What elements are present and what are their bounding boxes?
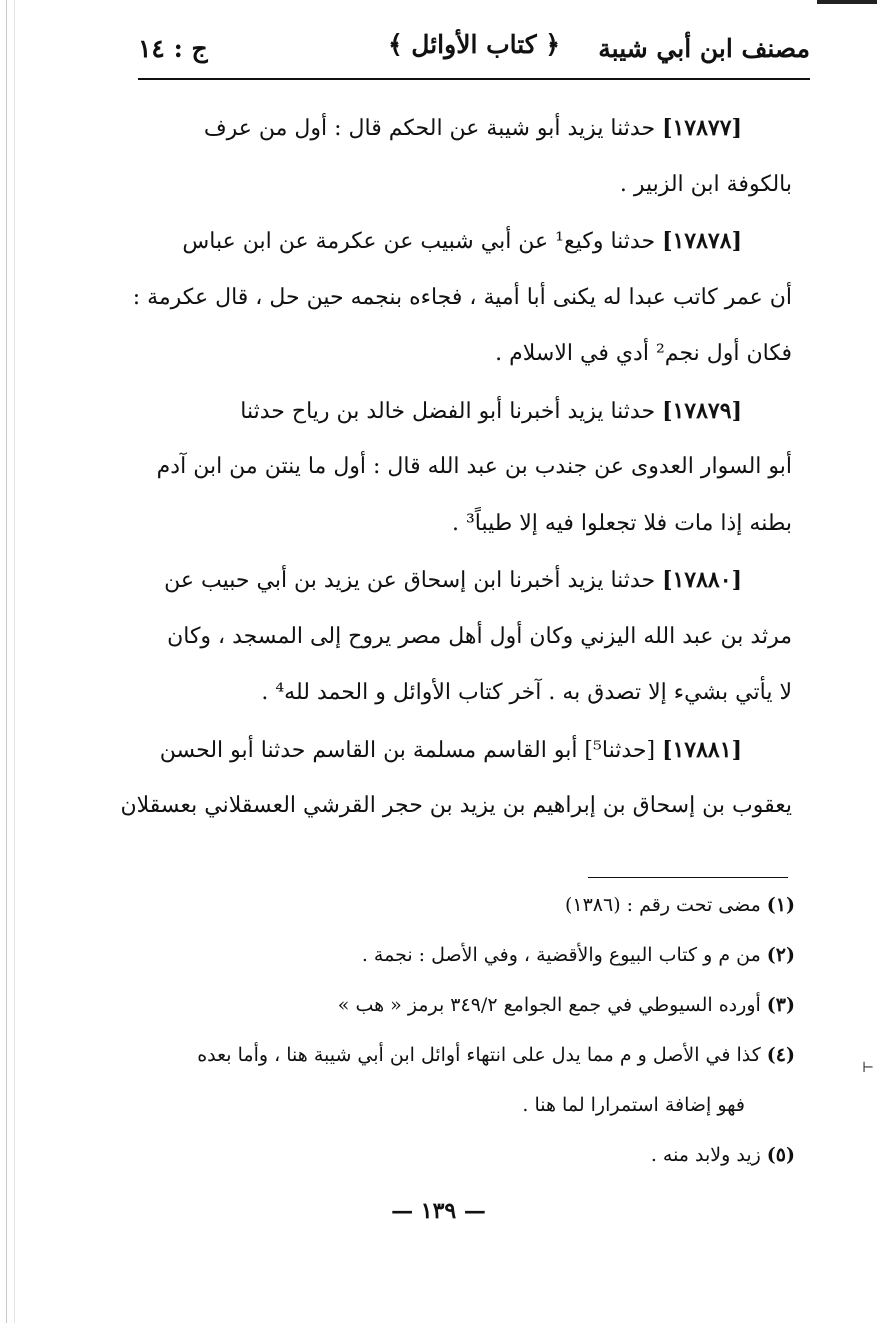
header-rule xyxy=(138,78,810,80)
text-line xyxy=(112,213,792,270)
footnote xyxy=(110,1030,795,1080)
footnote-mark: (١) xyxy=(766,894,795,916)
line-text: لا يأتي بشيء إلا تصدق به . آخر كتاب الأوائل و الحمد لله⁴ . xyxy=(261,680,792,705)
text-line xyxy=(112,383,792,440)
line-text: حدثنا وكيع¹ عن أبي شبيب عن عكرمة عن ابن عباس xyxy=(182,229,656,254)
footnote-mark: (٢) xyxy=(766,944,795,966)
line-text: [حدثنا⁵] أبو القاسم مسلمة بن القاسم حدثنا أبو الحسن xyxy=(159,737,656,763)
footnote-text: فهو إضافة استمرارا لما هنا . xyxy=(522,1094,745,1116)
text-line xyxy=(112,157,792,214)
line-text: فكان أول نجم² أدي في الاسلام . xyxy=(495,341,792,366)
footnote xyxy=(110,930,795,980)
page-number: — ١٣٩ — xyxy=(391,1198,486,1224)
line-text: مرثد بن عبد الله اليزني وكان أول أهل مصر يروح إلى المسجد ، وكان xyxy=(167,623,792,649)
volume-label: ج : ١٤ xyxy=(138,34,208,63)
running-header xyxy=(138,22,810,74)
text-line xyxy=(112,722,792,779)
footnote-text: كذا في الأصل و م مما يدل على انتهاء أوائل ابن أبي شيبة هنا ، وأما بعده xyxy=(197,1044,761,1066)
scan-corner-mark xyxy=(817,0,877,4)
text-line xyxy=(112,326,792,383)
footnote xyxy=(110,980,795,1030)
scan-margin-mark: ⊢ xyxy=(862,1060,875,1076)
line-text: أبو السوار العدوى عن جندب بن عبد الله قال : أول ما ينتن من ابن آدم xyxy=(156,454,792,479)
book-title: مصنف ابن أبي شيبة xyxy=(598,34,810,63)
footnote-mark: (٤) xyxy=(766,1044,795,1066)
hadith-number: [١٧٨٨١] xyxy=(662,736,742,763)
text-line xyxy=(112,609,792,666)
text-line xyxy=(112,439,792,496)
line-text: بطنه إذا مات فلا تجعلوا فيه إلا طيباً³ . xyxy=(451,510,792,536)
chapter-title: ﴿ كتاب الأوائل ﴾ xyxy=(387,30,561,59)
footnote-separator xyxy=(588,877,788,878)
hadith-number: [١٧٨٧٨] xyxy=(662,228,742,254)
footnote-mark: (٣) xyxy=(766,994,795,1016)
line-text: بالكوفة ابن الزبير . xyxy=(619,171,792,197)
line-text: حدثنا يزيد أخبرنا أبو الفضل خالد بن رياح حدثنا xyxy=(240,398,656,424)
footnote xyxy=(110,1130,795,1180)
line-text: حدثنا يزيد أبو شيبة عن الحكم قال : أول من عرف xyxy=(203,116,656,141)
scan-edge-line xyxy=(14,0,15,1323)
footnote-text: زيد ولابد منه . xyxy=(650,1144,761,1166)
line-text: يعقوب بن إسحاق بن إبراهيم بن يزيد بن حجر القرشي العسقلاني بعسقلان xyxy=(120,793,792,818)
line-text: أن عمر كاتب عبدا له يكنى أبا أمية ، فجاءه بنجمه حين حل ، قال عكرمة : xyxy=(132,284,792,310)
footnotes xyxy=(110,880,795,1180)
main-text xyxy=(112,100,792,835)
hadith-number: [١٧٨٧٧] xyxy=(662,115,742,141)
footnote-text: أورده السيوطي في جمع الجوامع ٣٤٩/٢ برمز « هب » xyxy=(337,994,761,1016)
line-text: حدثنا يزيد أخبرنا ابن إسحاق عن يزيد بن أبي حبيب عن xyxy=(164,568,656,593)
text-line xyxy=(112,552,792,609)
hadith-number: [١٧٨٨٠] xyxy=(662,567,742,593)
footnote-continuation xyxy=(110,1080,795,1130)
text-line xyxy=(112,100,792,157)
text-line xyxy=(112,270,792,327)
text-line xyxy=(112,665,792,722)
footnote xyxy=(110,880,795,930)
footnote-mark: (٥) xyxy=(766,1144,795,1166)
text-line xyxy=(112,778,792,835)
hadith-number: [١٧٨٧٩] xyxy=(662,397,742,424)
scan-edge-line xyxy=(6,0,7,1323)
footnote-text: مضى تحت رقم : (١٣٨٦) xyxy=(564,894,761,916)
text-line xyxy=(112,496,792,553)
footnote-text: من م و كتاب البيوع والأقضية ، وفي الأصل : نجمة . xyxy=(361,944,761,966)
